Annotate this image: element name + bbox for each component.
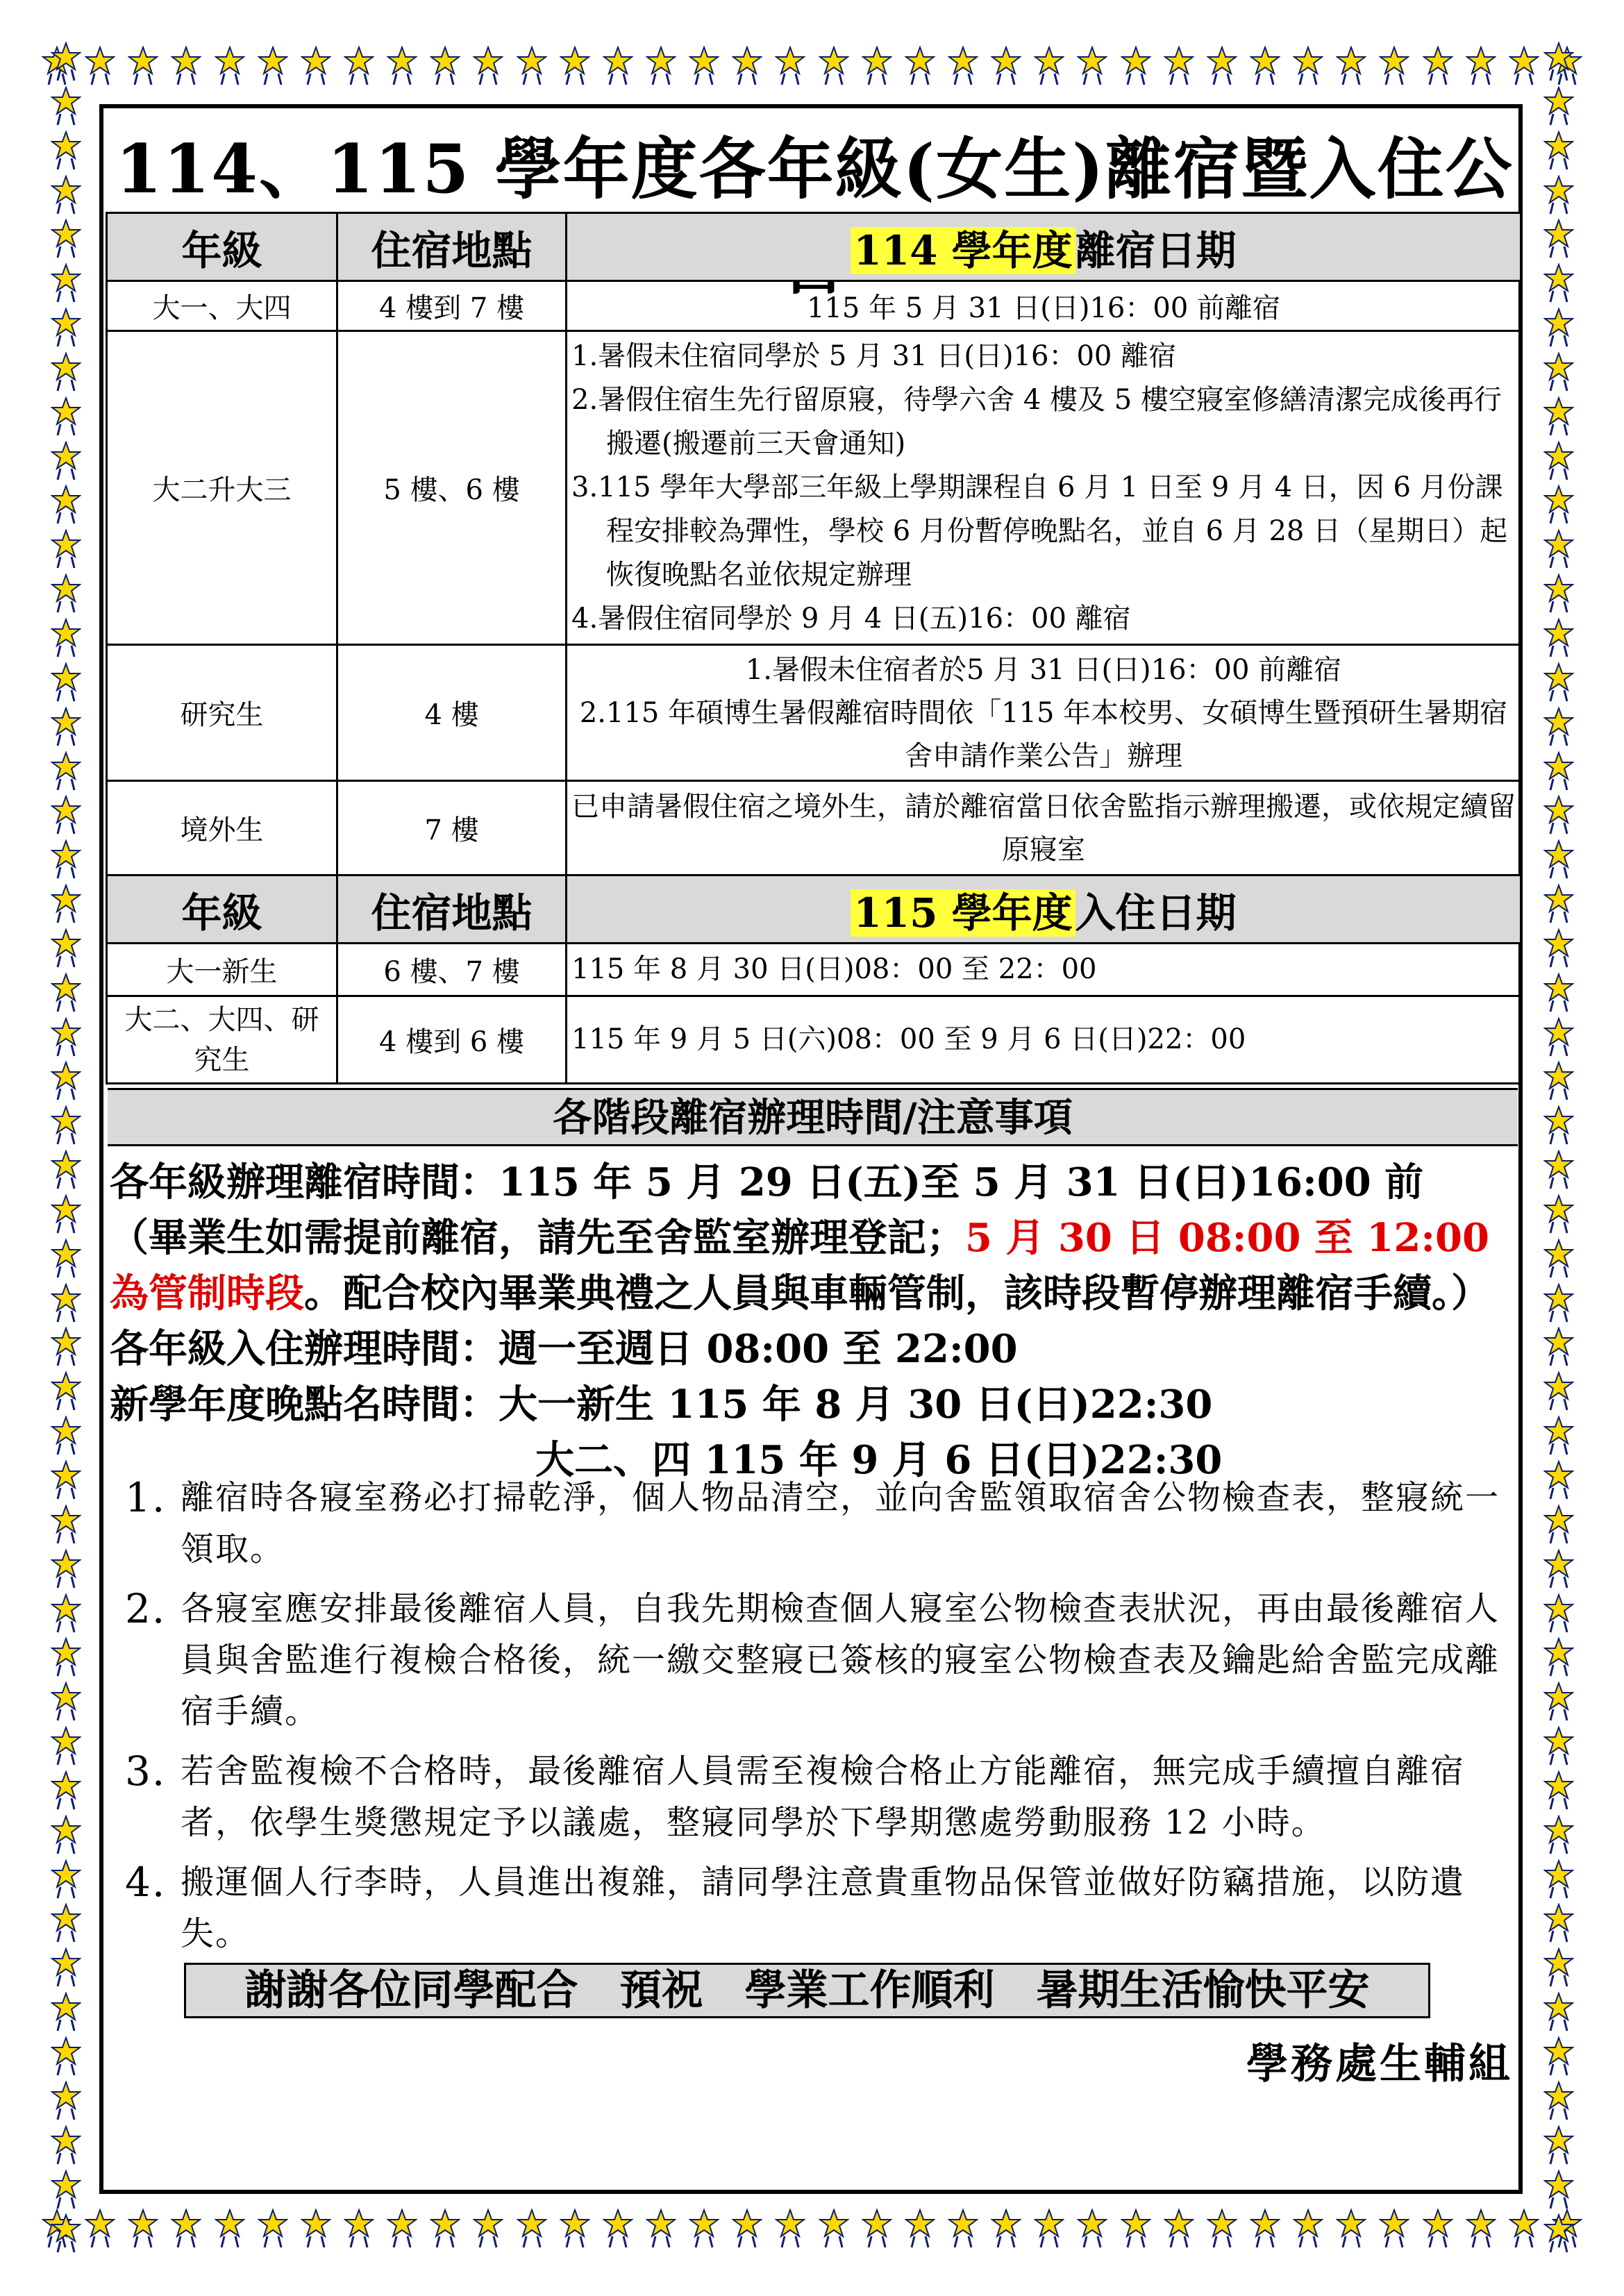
row-location: 4 樓到 7 樓 (337, 281, 567, 331)
star-figure-icon (1543, 1549, 1574, 1589)
star-figure-icon (1543, 1682, 1574, 1722)
row-grade: 大一新生 (107, 944, 337, 996)
star-figure-icon (171, 46, 201, 86)
star-figure-icon (1077, 2209, 1107, 2249)
star-figure-icon (51, 1105, 81, 1146)
detail-line: 1.暑假未住宿者於5 月 31 日(日)16：00 前離宿 (745, 653, 1342, 686)
star-figure-icon (1543, 1593, 1574, 1634)
star-figure-icon (51, 2081, 81, 2121)
star-figure-icon (51, 1061, 81, 1101)
star-figure-icon (128, 46, 158, 86)
star-figure-icon (51, 662, 81, 703)
row-location: 4 樓到 6 樓 (337, 996, 567, 1084)
star-figure-icon (51, 441, 81, 481)
star-figure-icon (51, 1460, 81, 1500)
notes-section-title: 各階段離宿辦理時間/注意事項 (108, 1088, 1518, 1146)
star-figure-icon (1543, 131, 1574, 171)
star-figure-icon (51, 1637, 81, 1677)
star-figure-icon (51, 308, 81, 348)
star-figure-icon (387, 46, 417, 86)
star-figure-icon (862, 2209, 892, 2249)
star-figure-icon (1543, 1947, 1574, 1988)
star-figure-icon (1543, 884, 1574, 924)
star-figure-icon (215, 46, 245, 86)
star-figure-icon (775, 2209, 805, 2249)
star-figure-icon (1164, 46, 1194, 86)
star-figure-icon (1543, 2081, 1574, 2121)
star-figure-icon (1121, 2209, 1151, 2249)
left-star-border (38, 42, 94, 2254)
star-figure-icon (1543, 1371, 1574, 1411)
star-figure-icon (517, 2209, 547, 2249)
star-figure-icon (51, 1903, 81, 1943)
table-row (107, 645, 1521, 781)
thanks-banner: 謝謝各位同學配合 預祝 學業工作順利 暑期生活愉快平安 (184, 1963, 1430, 2018)
star-figure-icon (51, 1549, 81, 1589)
star-figure-icon (1543, 2125, 1574, 2165)
detail-line: 2.暑假住宿生先行留原寢，待學六舍 4 樓及 5 樓空寢室修繕清潔完成後再行搬遷(搬遷前三天會通知) (571, 384, 1502, 460)
row-date: 115 年 8 月 30 日(日)08：00 至 22：00 (567, 944, 1521, 996)
star-figure-icon (51, 263, 81, 303)
rule-text: 搬運個人行李時，人員進出複雜，請同學注意貴重物品保管並做好防竊措施，以防遺失。 (181, 1863, 1466, 1953)
right-star-border (1531, 42, 1587, 2254)
star-figure-icon (51, 219, 81, 259)
star-figure-icon (1543, 263, 1574, 303)
star-figure-icon (51, 1416, 81, 1456)
star-figure-icon (517, 46, 547, 86)
year-highlight: 115 學年度 (851, 889, 1075, 937)
star-figure-icon (1543, 1194, 1574, 1234)
header-checkin-date (567, 875, 1521, 944)
star-figure-icon (732, 2209, 762, 2249)
star-figure-icon (1543, 973, 1574, 1013)
star-figure-icon (862, 46, 892, 86)
star-figure-icon (1466, 46, 1496, 86)
star-figure-icon (1543, 219, 1574, 259)
star-figure-icon (51, 1150, 81, 1190)
star-figure-icon (51, 1505, 81, 1545)
star-figure-icon (819, 2209, 849, 2249)
star-figure-icon (51, 884, 81, 924)
star-figure-icon (1543, 175, 1574, 215)
year-highlight: 114 學年度 (851, 227, 1075, 274)
star-figure-icon (1543, 618, 1574, 658)
star-figure-icon (51, 795, 81, 835)
star-figure-icon (51, 839, 81, 880)
star-figure-icon (1543, 1859, 1574, 1900)
star-figure-icon (560, 46, 590, 86)
row-grade: 研究生 (107, 645, 337, 781)
graduate-note (110, 1210, 1519, 1321)
page-title: 114、115 學年度各年級(女生)離宿暨入住公 (115, 130, 1514, 208)
star-figure-icon (1293, 46, 1323, 86)
star-figure-icon (51, 1327, 81, 1367)
star-figure-icon (689, 2209, 719, 2249)
star-figure-icon (1543, 86, 1574, 126)
star-figure-icon (1543, 1815, 1574, 1855)
star-figure-icon (1336, 2209, 1366, 2249)
star-figure-icon (301, 46, 331, 86)
star-figure-icon (430, 2209, 460, 2249)
table-row (107, 781, 1521, 875)
star-figure-icon (1543, 1770, 1574, 1811)
star-figure-icon (1207, 46, 1237, 86)
star-figure-icon (51, 2036, 81, 2077)
star-figure-icon (1543, 396, 1574, 437)
table-row (107, 996, 1521, 1084)
star-figure-icon (1164, 2209, 1194, 2249)
star-figure-icon (1543, 662, 1574, 703)
star-figure-icon (51, 1770, 81, 1811)
star-figure-icon (1207, 2209, 1237, 2249)
star-figure-icon (646, 2209, 676, 2249)
list-item (125, 1472, 1507, 1575)
star-figure-icon (51, 1593, 81, 1634)
restricted-period: 5 月 30 日 08:00 至 12:00 為管制時段 (110, 1215, 1489, 1316)
header-date-label: 離宿日期 (1075, 226, 1237, 274)
star-figure-icon (51, 42, 81, 82)
rollcall-time-2: 大二、四 115 年 9 月 6 日(日)22:30 (535, 1437, 1223, 1483)
star-figure-icon (51, 2213, 81, 2254)
star-figure-icon (51, 86, 81, 126)
graduate-note-a: （畢業生如需提前離宿，請先至舍監室辦理登記； (110, 1215, 965, 1261)
header-grade: 年級 (107, 875, 337, 944)
table-row (107, 944, 1521, 996)
star-figure-icon (1543, 928, 1574, 969)
rule-text: 離宿時各寢室務必打掃乾淨，個人物品清空，並向舍監領取宿舍公物檢查表，整寢統一領取。 (181, 1478, 1500, 1568)
star-figure-icon (473, 2209, 503, 2249)
rule-text: 若舍監複檢不合格時，最後離宿人員需至複檢合格止方能離宿，無完成手續擅自離宿者，依學生獎懲規定予以議處，整寢同學於下學期懲處勞動服務 12 小時。 (181, 1752, 1466, 1842)
star-figure-icon (51, 1239, 81, 1279)
row-grade: 境外生 (107, 781, 337, 875)
rule-number: 1. (125, 1474, 167, 1521)
schedule-table (106, 212, 1522, 1084)
detail-line: 1.暑假未住宿同學於 5 月 31 日(日)16：00 離宿 (571, 340, 1177, 372)
star-figure-icon (51, 1283, 81, 1323)
detail-line: 2.115 年碩博生暑假離宿時間依「115 年本校男、女碩博生暨預研生暑期宿舍申請作業公告」辦理 (579, 696, 1508, 772)
star-figure-icon (51, 485, 81, 525)
star-figure-icon (51, 928, 81, 969)
star-figure-icon (1077, 46, 1107, 86)
star-figure-icon (1423, 46, 1453, 86)
notes-block (110, 1155, 1519, 1488)
star-figure-icon (51, 1992, 81, 2032)
detail-line: 4.暑假住宿同學於 9 月 4 日(五)16：00 離宿 (571, 603, 1131, 635)
star-figure-icon (1543, 1239, 1574, 1279)
row-location: 6 樓、7 樓 (337, 944, 567, 996)
star-figure-icon (1543, 1327, 1574, 1367)
star-figure-icon (258, 46, 288, 86)
star-figure-icon (1250, 46, 1280, 86)
star-figure-icon (1543, 485, 1574, 525)
checkin-time: 各年級入住辦理時間：週一至週日 08:00 至 22:00 (110, 1326, 1018, 1372)
rules-list (125, 1472, 1507, 1968)
detail-line: 3.115 學年大學部三年級上學期課程自 6 月 1 日至 9 月 4 日，因 6 月份課程安排較為彈性，學校 6 月份暫停晚點名，並自 6 月 28 日（星期日）起恢復晚點名並依規定辦理 (571, 471, 1508, 591)
rule-number: 2. (125, 1585, 167, 1632)
star-figure-icon (732, 46, 762, 86)
star-figure-icon (1543, 795, 1574, 835)
star-figure-icon (51, 1017, 81, 1057)
row-grade: 大一、大四 (107, 281, 337, 331)
star-figure-icon (905, 2209, 935, 2249)
star-figure-icon (51, 973, 81, 1013)
star-figure-icon (51, 751, 81, 791)
row-details (567, 781, 1521, 875)
checkout-time: 各年級辦理離宿時間：115 年 5 月 29 日(五)至 5 月 31 日(日)16:00 前 (110, 1159, 1424, 1205)
star-figure-icon (215, 2209, 245, 2249)
graduate-note-b: 。配合校內畢業典禮之人員與車輛管制，該時段暫停辦理離宿手續。） (304, 1271, 1490, 1316)
star-figure-icon (948, 2209, 978, 2249)
row-details (567, 645, 1521, 781)
star-figure-icon (775, 46, 805, 86)
signature: 學務處生輔組 (1246, 2040, 1513, 2088)
star-figure-icon (1543, 308, 1574, 348)
star-figure-icon (1543, 1637, 1574, 1677)
star-figure-icon (905, 46, 935, 86)
star-figure-icon (1121, 46, 1151, 86)
row-details (567, 331, 1521, 645)
row-location: 4 樓 (337, 645, 567, 781)
table-row (107, 281, 1521, 331)
star-figure-icon (1543, 441, 1574, 481)
star-figure-icon (344, 2209, 374, 2249)
star-figure-icon (1543, 2170, 1574, 2210)
header-grade: 年級 (107, 213, 337, 281)
star-figure-icon (1543, 2036, 1574, 2077)
star-figure-icon (603, 2209, 633, 2249)
star-figure-icon (171, 2209, 201, 2249)
star-figure-icon (560, 2209, 590, 2249)
star-figure-icon (51, 396, 81, 437)
star-figure-icon (51, 1682, 81, 1722)
star-figure-icon (1543, 1992, 1574, 2032)
star-figure-icon (473, 46, 503, 86)
row-location: 7 樓 (337, 781, 567, 875)
star-figure-icon (387, 2209, 417, 2249)
star-figure-icon (1543, 352, 1574, 392)
star-figure-icon (1543, 839, 1574, 880)
star-figure-icon (1543, 1416, 1574, 1456)
star-figure-icon (1250, 2209, 1280, 2249)
list-item (125, 1583, 1507, 1737)
star-figure-icon (258, 2209, 288, 2249)
star-figure-icon (51, 131, 81, 171)
star-figure-icon (51, 529, 81, 569)
star-figure-icon (51, 352, 81, 392)
star-figure-icon (51, 573, 81, 614)
star-figure-icon (1543, 1460, 1574, 1500)
star-figure-icon (128, 2209, 158, 2249)
star-figure-icon (1543, 1061, 1574, 1101)
row-date: 115 年 5 月 31 日(日)16：00 前離宿 (567, 281, 1521, 331)
row-location: 5 樓、6 樓 (337, 331, 567, 645)
star-figure-icon (1543, 2213, 1574, 2254)
star-figure-icon (51, 1859, 81, 1900)
rule-text: 各寢室應安排最後離宿人員，自我先期檢查個人寢室公物檢查表狀況，再由最後離宿人員與舍監進行複檢合格後，統一繳交整寢已簽核的寢室公物檢查表及鑰匙給舍監完成離宿手續。 (181, 1589, 1500, 1731)
star-figure-icon (948, 46, 978, 86)
star-figure-icon (1543, 1903, 1574, 1943)
header-checkout-date (567, 213, 1521, 281)
star-figure-icon (1543, 1505, 1574, 1545)
star-figure-icon (430, 46, 460, 86)
header-location: 住宿地點 (337, 213, 567, 281)
star-figure-icon (1034, 2209, 1064, 2249)
star-figure-icon (51, 1726, 81, 1766)
star-figure-icon (689, 46, 719, 86)
star-figure-icon (1423, 2209, 1453, 2249)
star-figure-icon (1543, 1105, 1574, 1146)
row-grade: 大二升大三 (107, 331, 337, 645)
table1-header-row (107, 213, 1521, 281)
star-figure-icon (603, 46, 633, 86)
list-item (125, 1857, 1507, 1959)
star-figure-icon (1543, 751, 1574, 791)
bottom-star-border (42, 2201, 1582, 2256)
rule-number: 3. (125, 1748, 167, 1795)
table2-header-row (107, 875, 1521, 944)
star-figure-icon (1543, 529, 1574, 569)
star-figure-icon (1336, 46, 1366, 86)
star-figure-icon (646, 46, 676, 86)
star-figure-icon (51, 1371, 81, 1411)
star-figure-icon (1379, 46, 1409, 86)
star-figure-icon (51, 2125, 81, 2165)
star-figure-icon (1543, 1726, 1574, 1766)
star-figure-icon (1543, 1017, 1574, 1057)
star-figure-icon (301, 2209, 331, 2249)
star-figure-icon (1543, 573, 1574, 614)
star-figure-icon (51, 707, 81, 747)
header-date-label: 入住日期 (1075, 889, 1237, 937)
star-figure-icon (819, 46, 849, 86)
star-figure-icon (1543, 1283, 1574, 1323)
star-figure-icon (991, 46, 1021, 86)
star-figure-icon (1466, 2209, 1496, 2249)
top-star-border (42, 38, 1582, 94)
rollcall-time-1: 新學年度晚點名時間：大一新生 115 年 8 月 30 日(日)22:30 (110, 1382, 1213, 1427)
list-item (125, 1745, 1507, 1848)
table-row (107, 331, 1521, 645)
star-figure-icon (344, 46, 374, 86)
star-figure-icon (51, 1947, 81, 1988)
star-figure-icon (51, 2170, 81, 2210)
detail-line: 已申請暑假住宿之境外生，請於離宿當日依舍監指示辦理搬遷，或依規定續留原寢室 (571, 790, 1516, 866)
star-figure-icon (1293, 2209, 1323, 2249)
star-figure-icon (1543, 707, 1574, 747)
star-figure-icon (1034, 46, 1064, 86)
star-figure-icon (1379, 2209, 1409, 2249)
row-date: 115 年 9 月 5 日(六)08：00 至 9 月 6 日(日)22：00 (567, 996, 1521, 1084)
star-figure-icon (51, 175, 81, 215)
star-figure-icon (51, 1194, 81, 1234)
star-figure-icon (1543, 1150, 1574, 1190)
rule-number: 4. (125, 1859, 167, 1906)
star-figure-icon (991, 2209, 1021, 2249)
star-figure-icon (1543, 42, 1574, 82)
star-figure-icon (51, 618, 81, 658)
star-figure-icon (51, 1815, 81, 1855)
header-location: 住宿地點 (337, 875, 567, 944)
row-grade: 大二、大四、研究生 (107, 996, 337, 1084)
